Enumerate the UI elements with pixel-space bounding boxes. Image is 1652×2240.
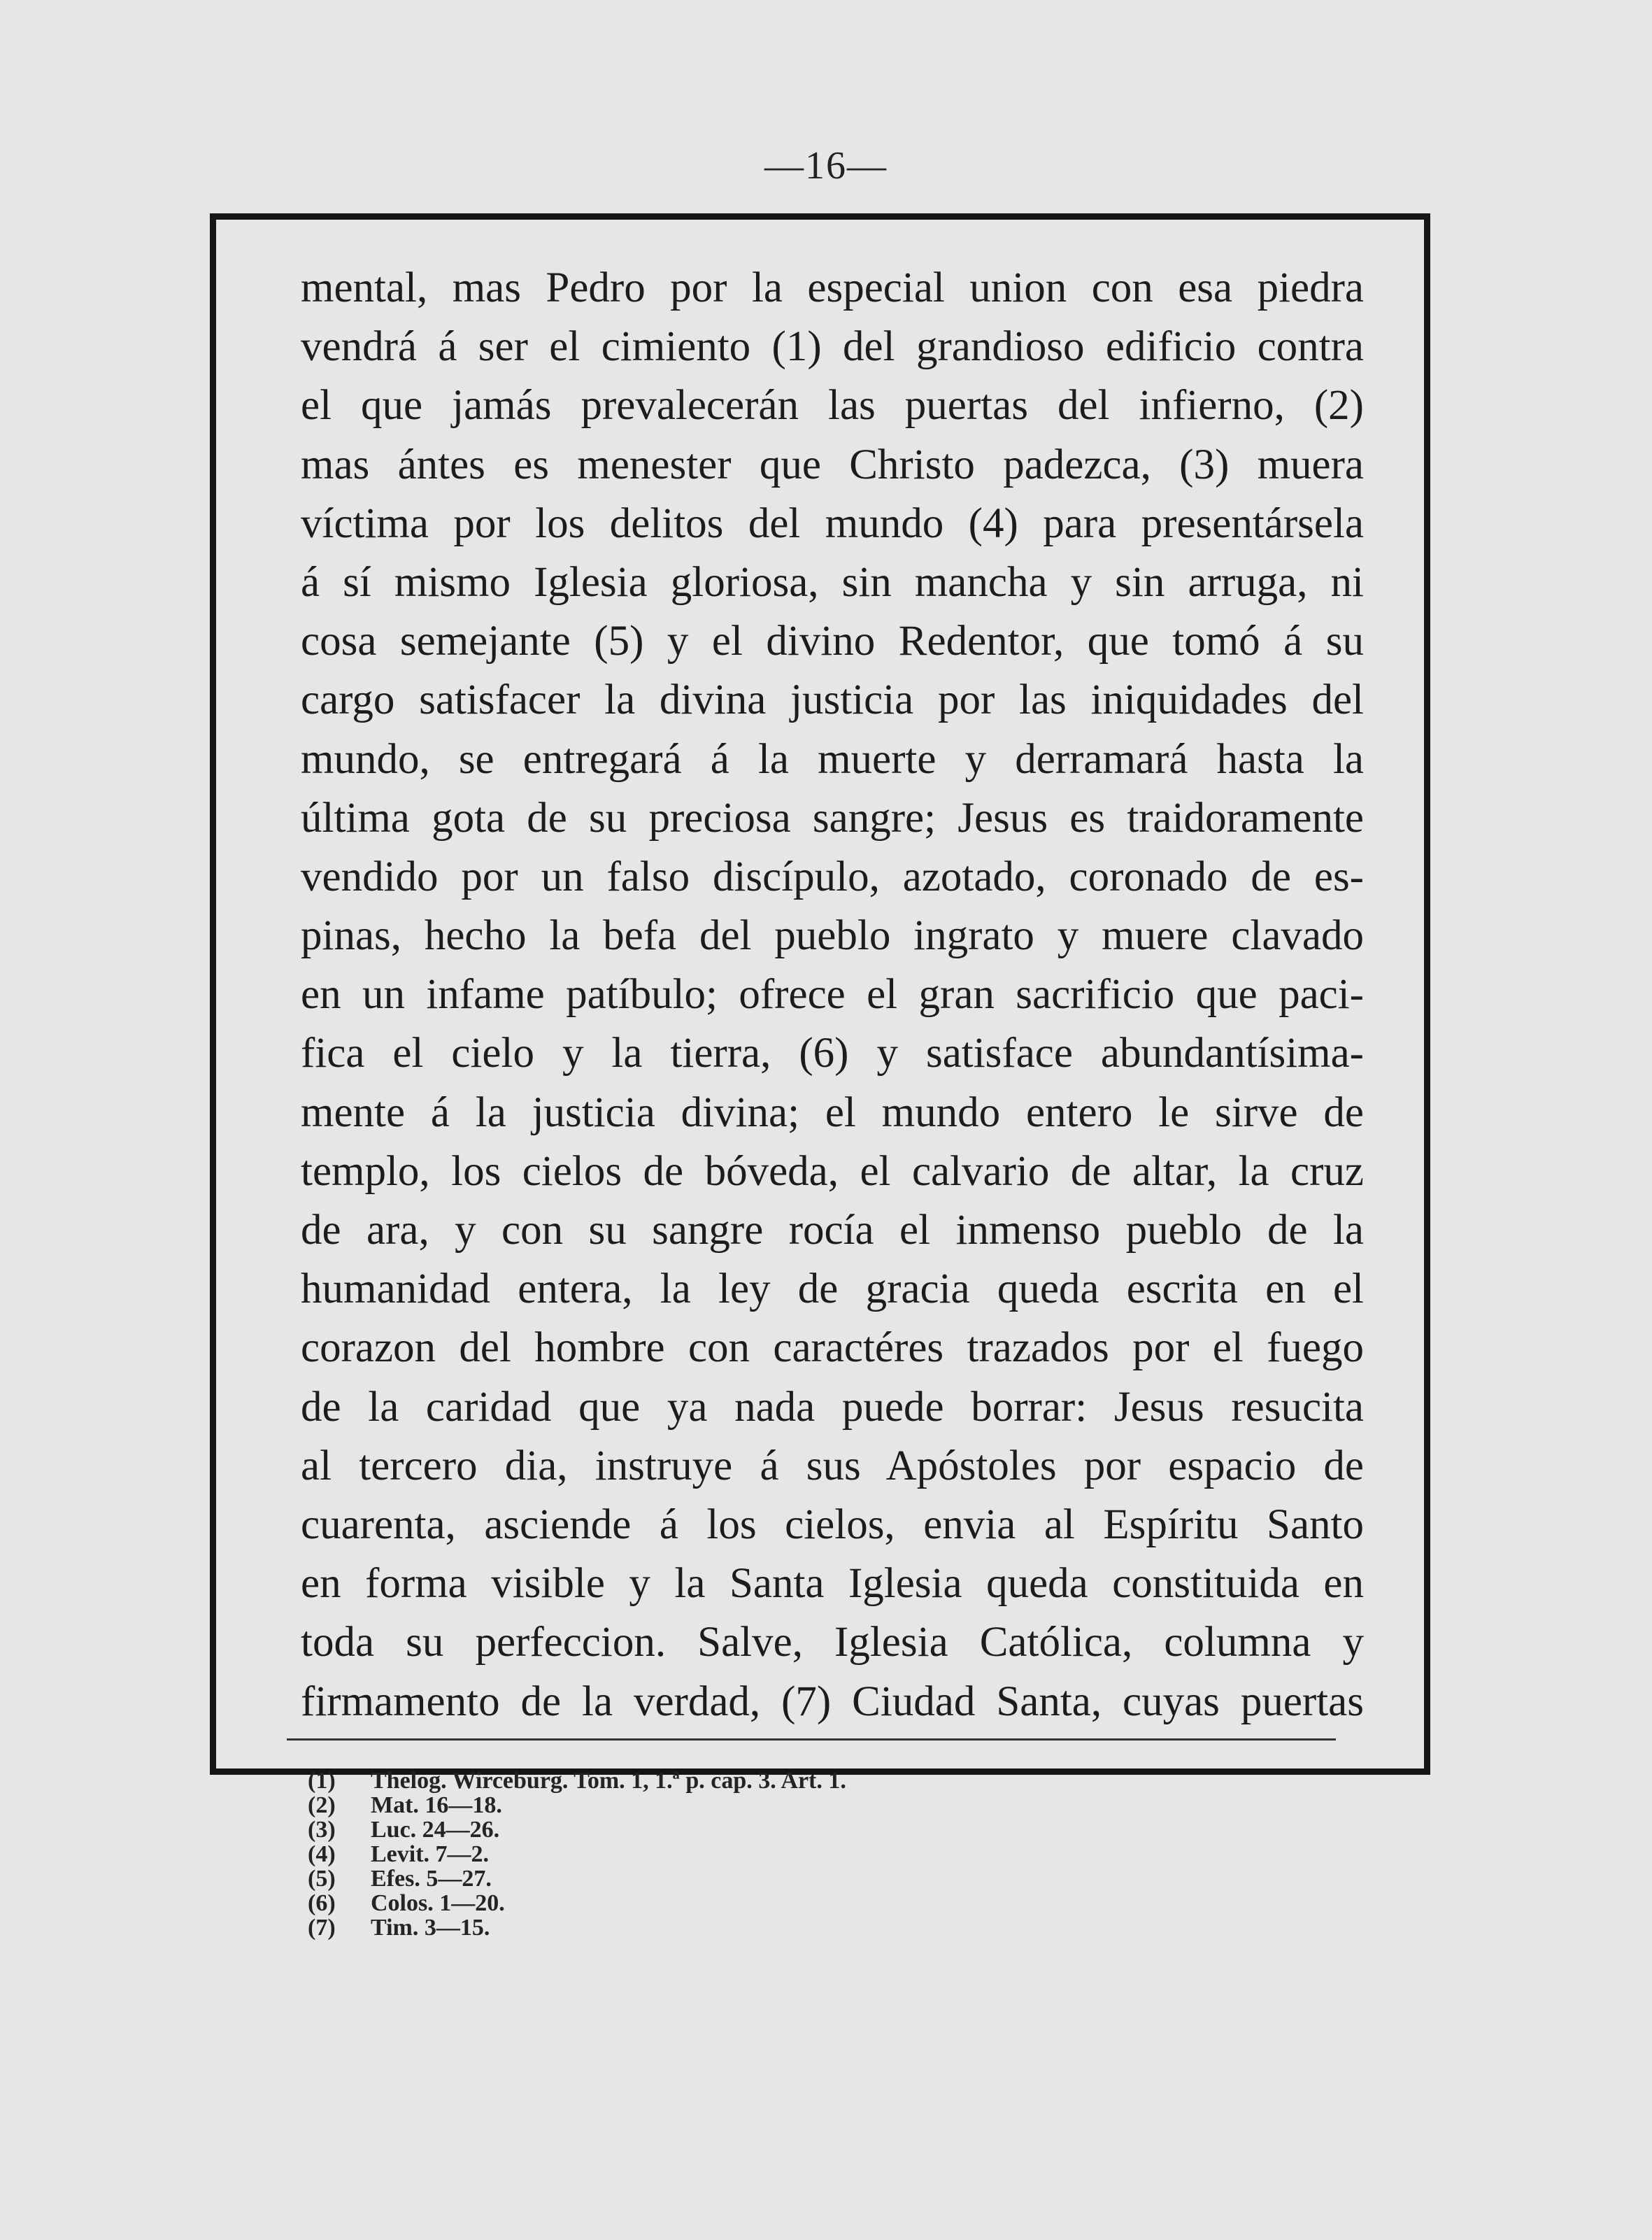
text-line: en un infame patíbulo; ofrece el gran sacrificio que paci-: [301, 971, 1364, 1019]
footnote-marker: (1): [308, 1768, 336, 1794]
body-text: [301, 259, 1364, 1731]
text-line: templo, los cielos de bóveda, el calvario de altar, la cruz: [301, 1147, 1364, 1195]
text-line: de ara, y con su sangre rocía el inmenso pueblo de la: [301, 1207, 1364, 1254]
footnote-marker: (5): [308, 1866, 336, 1892]
text-line: toda su perfeccion. Salve, Iglesia Católica, columna y: [301, 1619, 1364, 1666]
footnote-text: Mat. 16—18.: [371, 1792, 502, 1818]
footnote-marker: (7): [308, 1915, 336, 1941]
text-line: última gota de su preciosa sangre; Jesus es traidoramente: [301, 794, 1364, 842]
text-line: fica el cielo y la tierra, (6) y satisface abundantísima-: [301, 1030, 1364, 1077]
footnote-text: Tim. 3—15.: [371, 1915, 490, 1941]
footnote-marker: (4): [308, 1841, 336, 1867]
footnote-text: Luc. 24—26.: [371, 1817, 500, 1843]
text-line: víctima por los delitos del mundo (4) para presentársela: [301, 499, 1364, 547]
footnote-divider: [287, 1738, 1336, 1741]
text-line: corazon del hombre con caractéres trazados por el fuego: [301, 1324, 1364, 1372]
text-line: de la caridad que ya nada puede borrar: Jesus resucita: [301, 1383, 1364, 1431]
footnote-text: Thelog. Wirceburg. Tom. 1, 1.ª p. cap. 3. Art. 1.: [371, 1768, 846, 1794]
text-line: cosa semejante (5) y el divino Redentor, que tomó á su: [301, 618, 1364, 665]
footnote-item: [308, 1768, 1217, 1793]
footnote-text: Efes. 5—27.: [371, 1866, 492, 1892]
footnote-text: Colos. 1—20.: [371, 1890, 505, 1916]
text-line: el que jamás prevalecerán las puertas del infierno, (2): [301, 382, 1364, 430]
footnote-item: [308, 1891, 1217, 1915]
footnote-marker: (6): [308, 1890, 336, 1916]
text-line: mente á la justicia divina; el mundo entero le sirve de: [301, 1089, 1364, 1136]
text-line: humanidad entera, la ley de gracia queda escrita en el: [301, 1266, 1364, 1313]
text-line: mas ántes es menester que Christo padezca, (3) muera: [301, 441, 1364, 488]
text-line: al tercero dia, instruye á sus Apóstoles por espacio de: [301, 1442, 1364, 1489]
text-line: cuarenta, asciende á los cielos, envia al Espíritu Santo: [301, 1501, 1364, 1548]
footnote-marker: (2): [308, 1792, 336, 1818]
text-line: pinas, hecho la befa del pueblo ingrato y muere clavado: [301, 912, 1364, 960]
text-line: á sí mismo Iglesia gloriosa, sin mancha y sin arruga, ni: [301, 558, 1364, 606]
footnote-marker: (3): [308, 1817, 336, 1843]
text-line: mental, mas Pedro por la especial union con esa piedra: [301, 264, 1364, 311]
text-line: firmamento de la verdad, (7) Ciudad Santa, cuyas puertas: [301, 1678, 1364, 1725]
footnote-item: [308, 1793, 1217, 1817]
text-line: en forma visible y la Santa Iglesia queda constituida en: [301, 1560, 1364, 1608]
text-line: vendrá á ser el cimiento (1) del grandioso edificio contra: [301, 323, 1364, 371]
text-line: cargo satisfacer la divina justicia por las iniquidades del: [301, 676, 1364, 724]
footnote-item: [308, 1915, 1217, 1940]
text-line: vendido por un falso discípulo, azotado, coronado de es-: [301, 853, 1364, 900]
page-number: —16—: [764, 144, 888, 187]
footnote-text: Levit. 7—2.: [371, 1841, 490, 1867]
footnote-item: [308, 1817, 1217, 1842]
footnotes: [308, 1768, 1217, 1940]
footnote-item: [308, 1866, 1217, 1891]
footnote-item: [308, 1842, 1217, 1866]
text-line: mundo, se entregará á la muerte y derramará hasta la: [301, 735, 1364, 783]
